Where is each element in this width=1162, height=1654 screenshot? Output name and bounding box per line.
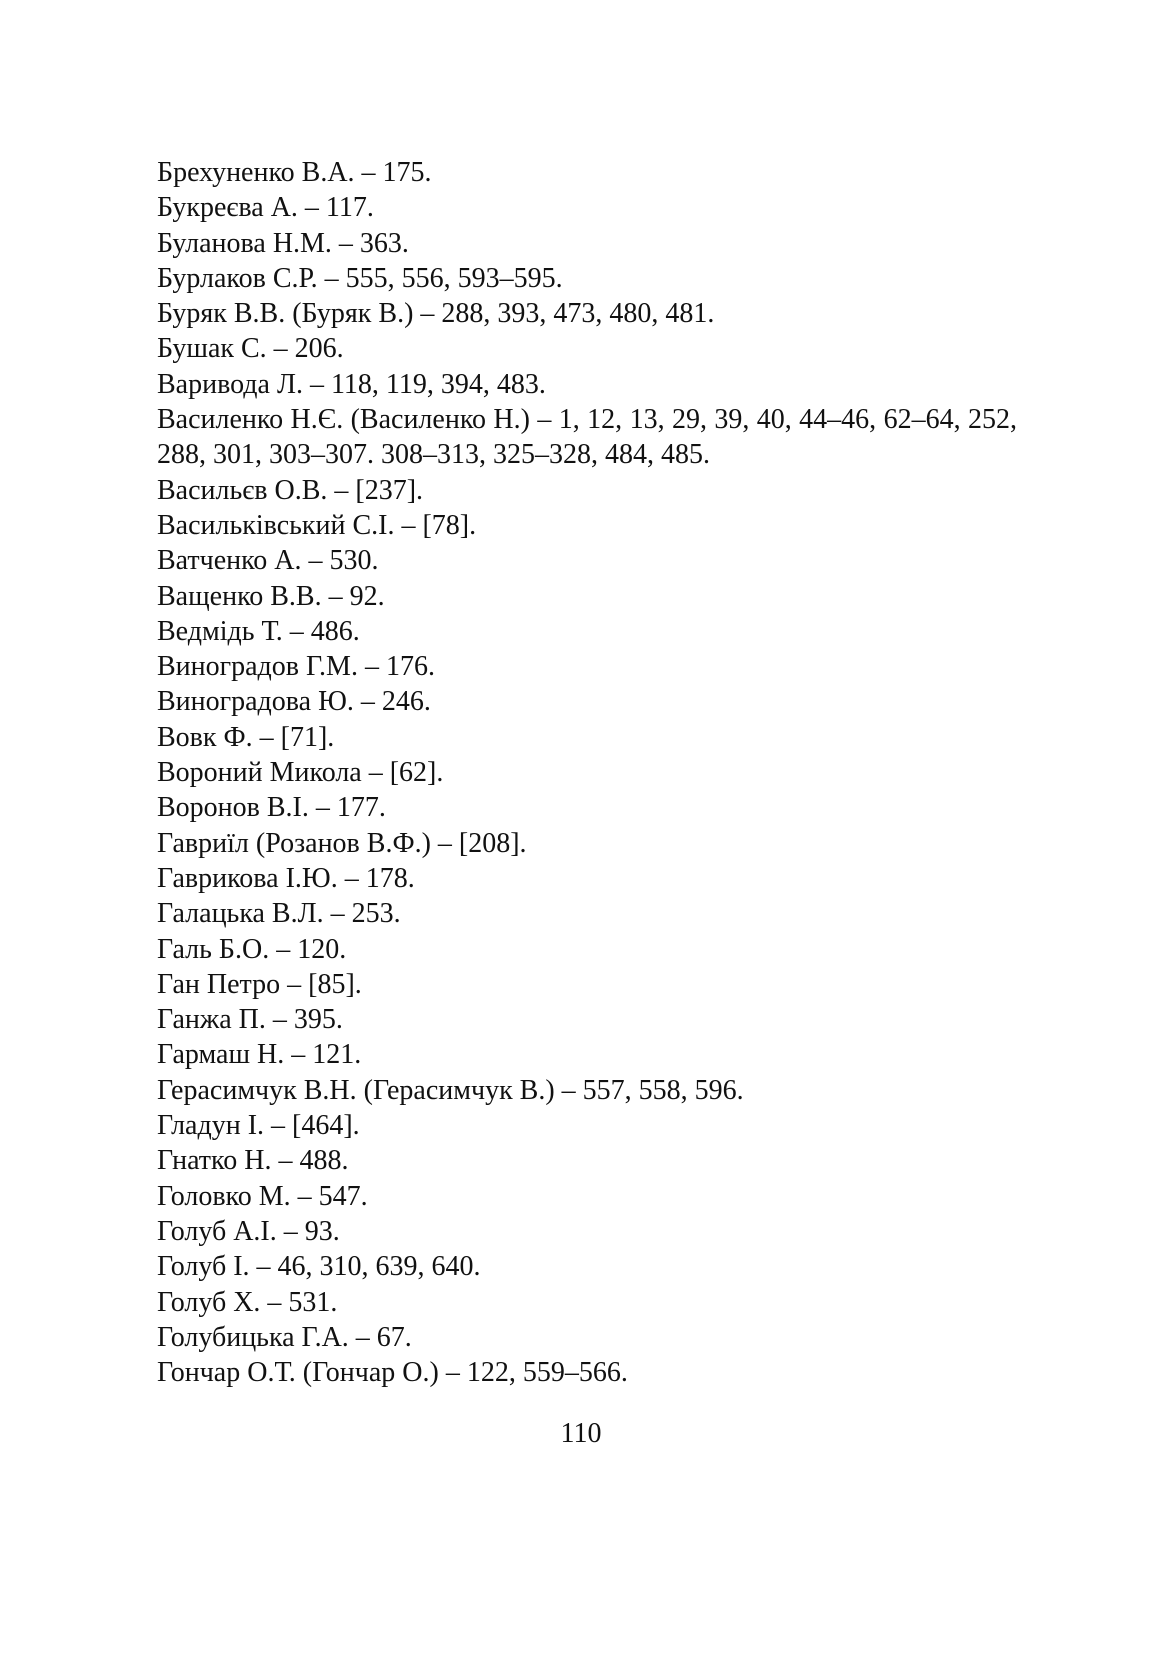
- name-index-list: [157, 155, 1017, 1390]
- index-entry: Вороний Микола – [62].: [157, 757, 444, 789]
- index-entry: Голубицька Г.А. – 67.: [157, 1321, 412, 1353]
- index-entry: Ватченко А. – 530.: [157, 545, 379, 577]
- index-entry: Васильєв О.В. – [237].: [157, 474, 424, 506]
- index-entry: Гладун І. – [464].: [157, 1110, 360, 1142]
- index-entry: Буряк В.В. (Буряк В.) – 288, 393, 473, 480, 481.: [157, 298, 715, 330]
- index-entry: Вовк Ф. – [71].: [157, 721, 335, 753]
- index-entry: Виноградов Г.М. – 176.: [157, 651, 435, 683]
- index-entry: Брехуненко В.А. – 175.: [157, 157, 432, 188]
- index-entry: Варивода Л. – 118, 119, 394, 483.: [157, 368, 546, 400]
- index-entry: Ведмідь Т. – 486.: [157, 615, 360, 647]
- index-entry: Головко М. – 547.: [157, 1180, 368, 1212]
- index-entry: Голуб І. – 46, 310, 639, 640.: [157, 1251, 481, 1283]
- index-entry: Голуб Х. – 531.: [157, 1286, 338, 1318]
- index-entry: Галацька В.Л. – 253.: [157, 898, 401, 930]
- index-entry: Галь Б.О. – 120.: [157, 933, 347, 965]
- index-entry: Воронов В.І. – 177.: [157, 792, 386, 824]
- index-entry: Букреєва А. – 117.: [157, 192, 374, 224]
- index-entry: Голуб А.І. – 93.: [157, 1215, 340, 1247]
- page-number: 110: [560, 1418, 602, 1449]
- index-entry: Гнатко Н. – 488.: [157, 1145, 349, 1177]
- index-entry: Гармаш Н. – 121.: [157, 1039, 362, 1071]
- index-entry: Ващенко В.В. – 92.: [157, 580, 385, 612]
- index-entry: Ганжа П. – 395.: [157, 1004, 343, 1036]
- index-entry: Гавриїл (Розанов В.Ф.) – [208].: [157, 827, 527, 859]
- index-entry: Буланова Н.М. – 363.: [157, 227, 409, 259]
- index-entry: Виноградова Ю. – 246.: [157, 686, 431, 718]
- index-entry: Гаврикова І.Ю. – 178.: [157, 862, 415, 894]
- index-entry: Бурлаков С.Р. – 555, 556, 593–595.: [157, 262, 563, 294]
- index-entry: Ган Петро – [85].: [157, 968, 362, 1000]
- index-entry: Василенко Н.Є. (Василенко Н.) – 1, 12, 13, 29, 39, 40, 44–46, 62–64, 252, 288, 301, 303–307. 308–313, 325–328, 484, 485.: [157, 404, 1017, 471]
- index-entry: Герасимчук В.Н. (Герасимчук В.) – 557, 558, 596.: [157, 1074, 744, 1106]
- index-entry: Васильківський С.І. – [78].: [157, 509, 477, 541]
- index-entry: Бушак С. – 206.: [157, 333, 344, 365]
- index-entry: Гончар О.Т. (Гончар О.) – 122, 559–566.: [157, 1357, 628, 1389]
